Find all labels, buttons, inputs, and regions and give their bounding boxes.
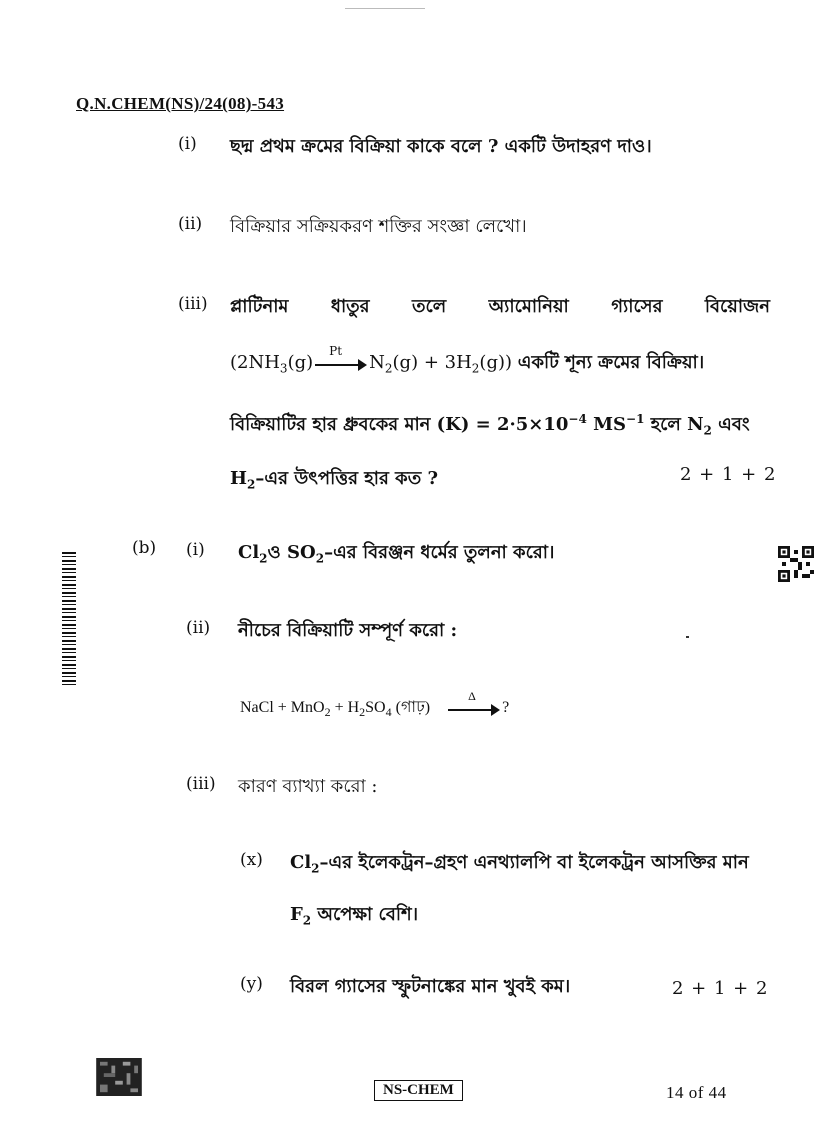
top-rule <box>345 8 425 9</box>
reaction-arrow: Pt <box>315 356 367 370</box>
b-ii-text: নীচের বিক্রিয়াটি সম্পূর্ণ করো : <box>238 620 458 641</box>
rate-constant-line: বিক্রিয়াটির হার ধ্রুবকের মান $(K) = 2\cdot 5\times 10^{-4}$ $MS^{-1}$ হলে $N_2$ এবং <box>230 412 750 438</box>
marks-section-b: 2 + 1 + 2 <box>672 978 769 999</box>
q-ii-label: (ii) <box>178 214 203 234</box>
ammonia-decomposition-equation: ($2NH_3(g)$ Pt $N_2(g) + 3H_2(g)$) একটি শূন্য ক্রমের বিক্রিয়া। <box>230 344 705 376</box>
b-iii-y-text: বিরল গ্যাসের স্ফুটনাঙ্কের মান খুবই কম। <box>290 976 571 997</box>
b-iii-x-line1: $Cl_2-এর$ ইলেকট্রন–গ্রহণ এনথ্যালপি বা ইলেকট্রন আসক্তির মান <box>290 852 749 876</box>
marks-section-a: 2 + 1 + 2 <box>680 464 777 485</box>
qr-code-icon <box>778 546 814 582</box>
qr-code-icon <box>95 1058 143 1096</box>
word: প্লাটিনাম <box>230 296 289 317</box>
word: তলে <box>412 296 447 317</box>
b-i-text: $Cl_2ও$ $SO_2-এর$ বিরঞ্জন ধর্মের তুলনা করো। <box>238 542 555 566</box>
b-iii-text: কারণ ব্যাখ্যা করো : <box>238 776 378 797</box>
word: ধাতুর <box>330 296 370 317</box>
q-i-label: (i) <box>178 134 197 154</box>
q-i-text: ছদ্ম প্রথম ক্রমের বিক্রিয়া কাকে বলে ? একটি উদাহরণ দাও। <box>230 136 652 157</box>
b-iii-x-label: (x) <box>240 850 263 870</box>
formation-rate-line: $H_2-এর$ উৎপত্তির হার কত ? <box>230 468 439 492</box>
word: অ্যামোনিয়া <box>488 296 569 317</box>
section-b-label: (b) <box>132 538 157 558</box>
b-iii-label: (iii) <box>186 774 216 794</box>
stray-mark <box>686 636 689 638</box>
word: বিয়োজন <box>704 296 770 317</box>
word: গ্যাসের <box>611 296 663 317</box>
question-code-header: Q.N.CHEM(NS)/24(08)-543 <box>76 94 285 113</box>
reaction-arrow: Δ <box>448 701 500 715</box>
b-ii-label: (ii) <box>186 618 211 638</box>
q-ii-text: বিক্রিয়ার সক্রিয়করণ শক্তির সংজ্ঞা লেখো। <box>230 216 527 237</box>
b-iii-x-line2: $F_2$ অপেক্ষা বেশি। <box>290 904 419 928</box>
q-iii-label: (iii) <box>178 294 208 314</box>
page-number: 14 of 44 <box>666 1083 727 1102</box>
barcode-icon <box>62 552 76 688</box>
b-i-label: (i) <box>186 540 205 560</box>
chlorine-preparation-equation: NaCl + $MnO_2 + H_2SO_4$ (গাঢ়) Δ ? <box>240 689 510 720</box>
b-iii-y-label: (y) <box>240 974 263 994</box>
q-iii-line1 <box>230 292 770 323</box>
subject-code-box: NS-CHEM <box>374 1080 463 1101</box>
